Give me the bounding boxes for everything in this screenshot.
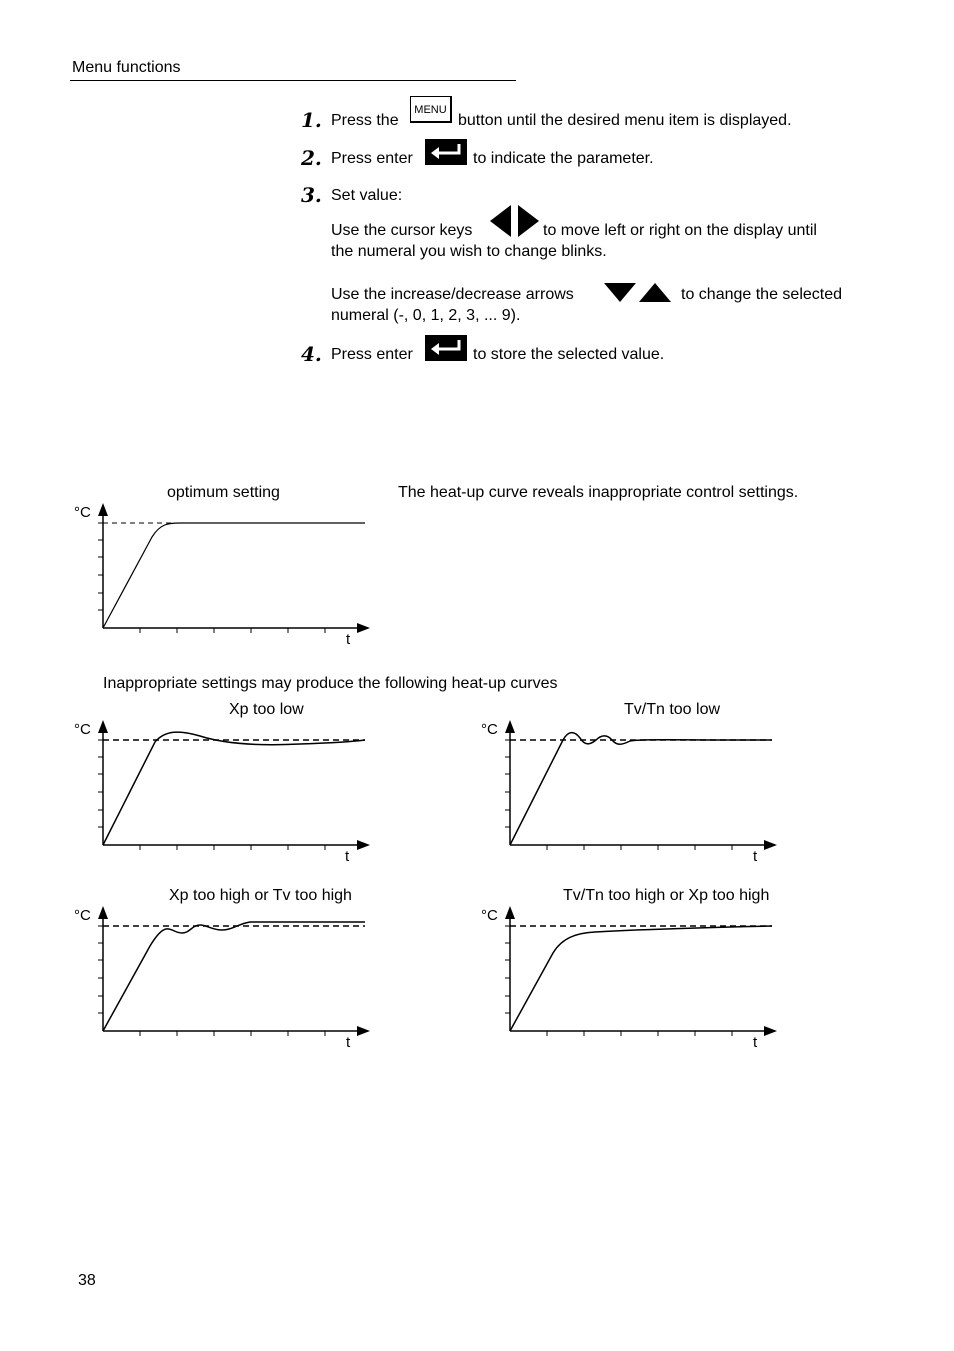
heatup-note: The heat-up curve reveals inappropriate control settings. xyxy=(398,484,799,501)
cursor-keys-text-line2: the numeral you wish to change blinks. xyxy=(331,243,607,260)
cursor-keys-text-post: to move left or right on the display until xyxy=(543,222,817,239)
chart-title-tvtn-too-low: Tv/Tn too low xyxy=(624,701,721,718)
y-axis-label: °C xyxy=(481,721,498,738)
page-number: 38 xyxy=(78,1272,96,1289)
arrows-text-pre: Use the increase/decrease arrows xyxy=(331,286,574,303)
page-header: Menu functions xyxy=(72,59,181,76)
step-4-number: 4. xyxy=(301,342,322,366)
heatup-curve xyxy=(510,926,772,1031)
step-4-text-post: to store the selected value. xyxy=(473,346,665,363)
chart-title-xp-tv-too-high: Xp too high or Tv too high xyxy=(169,887,352,904)
x-axis-label: t xyxy=(753,1034,758,1051)
y-axis-label: °C xyxy=(74,504,91,521)
step-1-text-post: button until the desired menu item is displayed. xyxy=(458,112,792,129)
x-axis-label: t xyxy=(346,631,351,648)
chart-title-xp-too-low: Xp too low xyxy=(229,701,304,718)
step-3-number: 3. xyxy=(301,183,322,207)
step-3-text: Set value: xyxy=(331,187,403,204)
y-axis-label: °C xyxy=(481,907,498,924)
axes xyxy=(510,913,769,1031)
chart-title-tvtn-xp-too-high: Tv/Tn too high or Xp too high xyxy=(563,887,770,904)
y-axis-arrow-icon xyxy=(505,906,515,919)
x-axis-label: t xyxy=(346,1034,351,1051)
chart-title-optimum: optimum setting xyxy=(167,484,280,501)
step-2-number: 2. xyxy=(301,146,322,170)
cursor-keys-text-pre: Use the cursor keys xyxy=(331,222,473,239)
menu-key-icon: MENU xyxy=(410,96,452,123)
step-4-text-pre: Press enter xyxy=(331,346,413,363)
y-axis-label: °C xyxy=(74,721,91,738)
x-axis-label: t xyxy=(345,848,350,865)
y-axis-label: °C xyxy=(74,907,91,924)
inappropriate-note: Inappropriate settings may produce the following heat-up curves xyxy=(103,675,558,692)
step-1-text-pre: Press the xyxy=(331,112,399,129)
arrows-text-post: to change the selected xyxy=(681,286,843,303)
step-2-text-post: to indicate the parameter. xyxy=(473,150,654,167)
step-1-number: 1. xyxy=(301,108,322,132)
step-2-text-pre: Press enter xyxy=(331,150,413,167)
x-axis-arrow-icon xyxy=(764,1026,777,1036)
arrows-text-line2: numeral (-, 0, 1, 2, 3, ... 9). xyxy=(331,307,521,324)
x-axis-label: t xyxy=(753,848,758,865)
